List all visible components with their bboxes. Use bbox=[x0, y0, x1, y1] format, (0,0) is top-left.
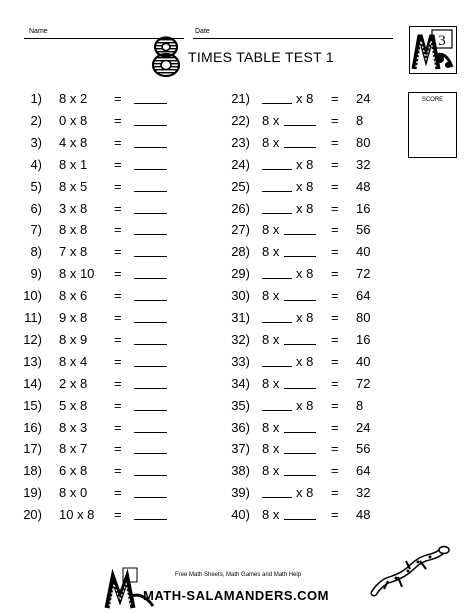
question-number: 15) bbox=[23, 397, 42, 413]
given-answer: 80 bbox=[356, 134, 371, 150]
equals-sign: = bbox=[331, 91, 339, 106]
footer-site-name[interactable]: MATH-SALAMANDERS.COM bbox=[143, 588, 329, 603]
question-expression: 6 x 8 bbox=[59, 463, 88, 479]
equals-sign: = bbox=[114, 156, 122, 172]
given-answer: 48 bbox=[356, 507, 371, 523]
equals-sign: = bbox=[331, 244, 339, 260]
logo-number: 3 bbox=[438, 33, 446, 49]
equals-sign: = bbox=[331, 397, 339, 413]
question-expression: x 8 bbox=[296, 178, 314, 194]
answer-blank[interactable] bbox=[284, 376, 316, 389]
equals-sign: = bbox=[114, 331, 122, 347]
question-expression: x 8 bbox=[296, 156, 314, 172]
equals-sign: = bbox=[331, 441, 339, 457]
question-number: 6) bbox=[30, 200, 42, 216]
question-row bbox=[0, 439, 400, 459]
equals-sign: = bbox=[331, 178, 339, 194]
question-row bbox=[0, 374, 400, 394]
answer-blank[interactable] bbox=[284, 222, 316, 235]
equals-sign: = bbox=[114, 222, 122, 238]
score-box[interactable] bbox=[408, 92, 457, 158]
question-expression: 0 x 8 bbox=[59, 112, 88, 128]
given-answer: 48 bbox=[356, 178, 371, 194]
question-number: 23) bbox=[231, 134, 250, 150]
question-number: 39) bbox=[231, 485, 250, 501]
question-expression: 8 x bbox=[262, 331, 280, 347]
footer-tagline: Free Math Sheets, Math Games and Math Help bbox=[175, 572, 302, 578]
given-answer: 56 bbox=[356, 441, 371, 457]
question-number: 37) bbox=[231, 441, 250, 457]
answer-blank[interactable] bbox=[262, 91, 292, 104]
given-answer: 64 bbox=[356, 288, 371, 304]
question-number: 25) bbox=[231, 178, 250, 194]
question-row bbox=[0, 352, 400, 372]
equals-sign: = bbox=[331, 507, 339, 523]
equals-sign: = bbox=[331, 331, 339, 347]
question-expression: 8 x 7 bbox=[59, 441, 88, 457]
question-expression: x 8 bbox=[296, 200, 314, 216]
question-expression: x 8 bbox=[296, 310, 314, 325]
answer-blank[interactable] bbox=[284, 135, 316, 148]
equals-sign: = bbox=[331, 200, 339, 216]
equals-sign: = bbox=[114, 200, 122, 216]
equals-sign: = bbox=[114, 310, 122, 325]
question-expression: 7 x 8 bbox=[59, 244, 88, 260]
equals-sign: = bbox=[331, 375, 339, 391]
answer-blank[interactable] bbox=[262, 398, 292, 411]
given-answer: 16 bbox=[356, 200, 371, 216]
question-number: 9) bbox=[30, 266, 42, 282]
question-number: 8) bbox=[30, 244, 42, 260]
equals-sign: = bbox=[114, 485, 122, 501]
question-expression: x 8 bbox=[296, 353, 314, 369]
question-expression: 8 x bbox=[262, 244, 280, 260]
equals-sign: = bbox=[331, 134, 339, 150]
question-number: 21) bbox=[231, 91, 250, 106]
equals-sign: = bbox=[331, 112, 339, 128]
question-row bbox=[0, 220, 400, 240]
big-number-graphic bbox=[150, 36, 182, 78]
answer-blank[interactable] bbox=[284, 113, 316, 126]
question-number: 19) bbox=[23, 485, 42, 501]
question-row bbox=[0, 396, 400, 416]
equals-sign: = bbox=[114, 288, 122, 304]
question-expression: 8 x 3 bbox=[59, 419, 88, 435]
salamander-icon bbox=[368, 545, 450, 600]
equals-sign: = bbox=[114, 507, 122, 523]
question-expression: 8 x bbox=[262, 222, 280, 238]
question-expression: 8 x 10 bbox=[59, 266, 95, 282]
question-number: 31) bbox=[231, 310, 250, 325]
equals-sign: = bbox=[114, 353, 122, 369]
question-expression: 9 x 8 bbox=[59, 310, 88, 325]
answer-blank[interactable] bbox=[284, 288, 316, 301]
question-number: 14) bbox=[23, 375, 42, 391]
question-number: 27) bbox=[231, 222, 250, 238]
question-row bbox=[0, 199, 400, 219]
question-number: 18) bbox=[23, 463, 42, 479]
question-expression: 8 x bbox=[262, 507, 280, 523]
question-expression: 8 x bbox=[262, 441, 280, 457]
date-label: Date bbox=[195, 28, 210, 35]
equals-sign: = bbox=[331, 419, 339, 435]
question-number: 12) bbox=[23, 331, 42, 347]
question-expression: 8 x 6 bbox=[59, 288, 88, 304]
given-answer: 8 bbox=[356, 397, 364, 413]
question-number: 2) bbox=[30, 112, 42, 128]
question-number: 20) bbox=[23, 507, 42, 523]
equals-sign: = bbox=[114, 375, 122, 391]
title-block bbox=[150, 36, 334, 78]
question-number: 28) bbox=[231, 244, 250, 260]
equals-sign: = bbox=[114, 134, 122, 150]
question-number: 29) bbox=[231, 266, 250, 282]
question-number: 17) bbox=[23, 441, 42, 457]
equals-sign: = bbox=[114, 419, 122, 435]
question-row bbox=[0, 155, 400, 175]
question-expression: 8 x bbox=[262, 134, 280, 150]
equals-sign: = bbox=[331, 353, 339, 369]
score-label: SCORE bbox=[421, 97, 444, 103]
question-number: 16) bbox=[23, 419, 42, 435]
question-row bbox=[0, 461, 400, 481]
question-expression: 2 x 8 bbox=[59, 375, 88, 391]
answer-blank[interactable] bbox=[262, 266, 292, 279]
question-expression: 3 x 8 bbox=[59, 200, 88, 216]
equals-sign: = bbox=[114, 178, 122, 194]
given-answer: 56 bbox=[356, 222, 371, 238]
question-number: 30) bbox=[231, 288, 250, 304]
answer-blank[interactable] bbox=[262, 179, 292, 192]
equals-sign: = bbox=[331, 485, 339, 501]
question-number: 10) bbox=[23, 288, 42, 304]
question-expression: x 8 bbox=[296, 397, 314, 413]
equals-sign: = bbox=[114, 441, 122, 457]
question-expression: 10 x 8 bbox=[59, 507, 95, 523]
question-number: 11) bbox=[24, 310, 42, 325]
equals-sign: = bbox=[114, 463, 122, 479]
given-answer: 72 bbox=[356, 266, 371, 282]
question-number: 7) bbox=[30, 222, 42, 238]
question-row bbox=[0, 418, 400, 438]
equals-sign: = bbox=[114, 397, 122, 413]
question-number: 22) bbox=[231, 112, 250, 128]
given-answer: 40 bbox=[356, 244, 371, 260]
given-answer: 40 bbox=[356, 353, 371, 369]
question-expression: 8 x bbox=[262, 288, 280, 304]
given-answer: 24 bbox=[356, 419, 371, 435]
question-expression: 8 x bbox=[262, 375, 280, 391]
question-row bbox=[0, 483, 400, 503]
question-expression: x 8 bbox=[296, 91, 314, 106]
question-row bbox=[0, 242, 400, 262]
question-expression: 8 x bbox=[262, 419, 280, 435]
question-row bbox=[0, 89, 400, 109]
answer-blank[interactable] bbox=[284, 441, 316, 454]
answer-blank[interactable] bbox=[262, 485, 292, 498]
question-expression: 8 x 9 bbox=[59, 331, 88, 347]
answer-blank[interactable] bbox=[262, 157, 292, 170]
equals-sign: = bbox=[114, 244, 122, 260]
equals-sign: = bbox=[331, 310, 339, 325]
salamander-logo-icon bbox=[410, 27, 456, 73]
question-number: 4) bbox=[30, 156, 42, 172]
question-number: 38) bbox=[231, 463, 250, 479]
equals-sign: = bbox=[331, 156, 339, 172]
question-row bbox=[0, 308, 400, 328]
question-number: 26) bbox=[231, 200, 250, 216]
equals-sign: = bbox=[331, 222, 339, 238]
answer-blank[interactable] bbox=[284, 507, 316, 520]
given-answer: 80 bbox=[356, 310, 371, 325]
given-answer: 24 bbox=[356, 91, 371, 106]
answer-blank[interactable] bbox=[262, 354, 292, 367]
given-answer: 8 bbox=[356, 112, 364, 128]
question-number: 24) bbox=[231, 156, 250, 172]
logo-badge bbox=[409, 26, 457, 74]
question-row bbox=[0, 286, 400, 306]
given-answer: 64 bbox=[356, 463, 371, 479]
question-number: 3) bbox=[30, 134, 42, 150]
question-row bbox=[0, 177, 400, 197]
equals-sign: = bbox=[331, 463, 339, 479]
question-expression: 8 x 5 bbox=[59, 178, 88, 194]
question-row bbox=[0, 330, 400, 350]
question-row bbox=[0, 505, 400, 525]
question-expression: x 8 bbox=[296, 266, 314, 282]
question-number: 34) bbox=[231, 375, 250, 391]
answer-blank[interactable] bbox=[262, 201, 292, 214]
question-expression: 8 x 2 bbox=[59, 91, 88, 106]
given-answer: 72 bbox=[356, 375, 371, 391]
equals-sign: = bbox=[114, 266, 122, 282]
question-number: 35) bbox=[231, 397, 250, 413]
given-answer: 32 bbox=[356, 485, 371, 501]
answer-blank[interactable] bbox=[284, 332, 316, 345]
answer-blank[interactable] bbox=[284, 244, 316, 257]
question-expression: 8 x 1 bbox=[59, 156, 88, 172]
question-number: 5) bbox=[30, 178, 42, 194]
question-number: 33) bbox=[231, 353, 250, 369]
equals-sign: = bbox=[114, 91, 122, 106]
answer-blank[interactable] bbox=[284, 420, 316, 433]
question-expression: 8 x 0 bbox=[59, 485, 88, 501]
question-expression: 8 x bbox=[262, 112, 280, 128]
equals-sign: = bbox=[331, 266, 339, 282]
given-answer: 16 bbox=[356, 331, 371, 347]
question-expression: 8 x bbox=[262, 463, 280, 479]
name-label: Name bbox=[29, 28, 48, 35]
question-number: 13) bbox=[23, 353, 42, 369]
question-row bbox=[0, 133, 400, 153]
question-expression: 8 x 4 bbox=[59, 353, 88, 369]
page-title: TIMES TABLE TEST 1 bbox=[188, 49, 334, 65]
question-expression: 5 x 8 bbox=[59, 397, 88, 413]
equals-sign: = bbox=[331, 288, 339, 304]
question-expression: 4 x 8 bbox=[59, 134, 88, 150]
question-number: 40) bbox=[231, 507, 250, 523]
equals-sign: = bbox=[114, 112, 122, 128]
given-answer: 32 bbox=[356, 156, 371, 172]
question-number: 1) bbox=[30, 91, 42, 106]
question-expression: x 8 bbox=[296, 485, 314, 501]
question-row bbox=[0, 111, 400, 131]
question-number: 32) bbox=[231, 331, 250, 347]
question-row bbox=[0, 264, 400, 284]
question-expression: 8 x 8 bbox=[59, 222, 88, 238]
question-number: 36) bbox=[231, 419, 250, 435]
answer-blank[interactable] bbox=[284, 463, 316, 476]
answer-blank[interactable] bbox=[262, 310, 292, 323]
